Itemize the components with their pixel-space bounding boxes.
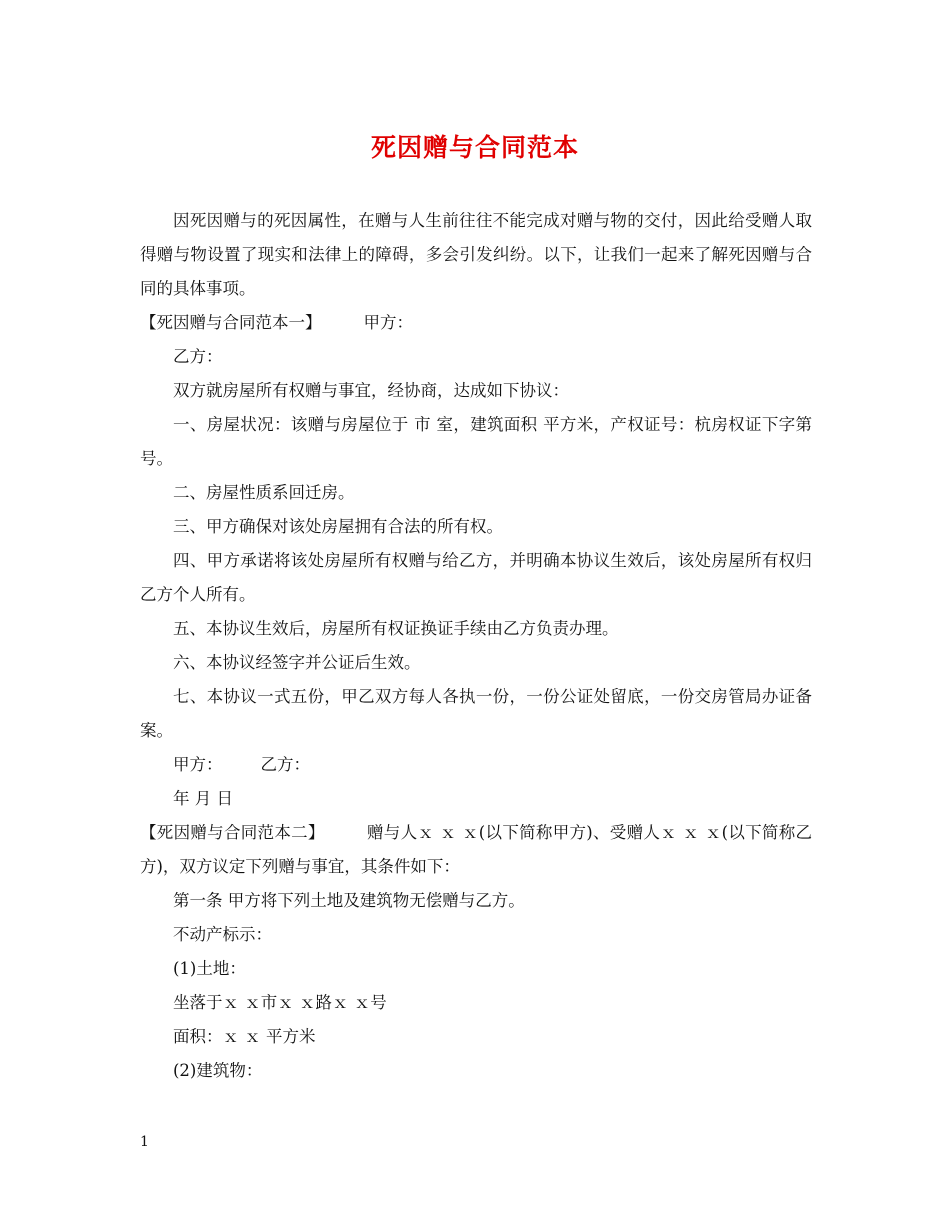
section2-heading: 【死因赠与合同范本二】: [140, 823, 325, 842]
section1-date: 年 月 日: [173, 789, 233, 808]
section2-opening: 赠与人ｘ ｘ ｘ(以下简称甲方)、受赠人ｘ ｘ ｘ(以下简称乙方)，双方议定下列赠与事宜，其条件如下：: [140, 823, 813, 876]
section1-party-a: 甲方：: [363, 313, 413, 332]
section2-item: 不动产标示：: [173, 925, 272, 944]
section1-item: 一、房屋状况：该赠与房屋位于 市 室，建筑面积 平方米，产权证号：杭房权证下字第 号。: [140, 415, 812, 468]
section2-item: 坐落于ｘ ｘ市ｘ ｘ路ｘ ｘ号: [173, 993, 387, 1012]
section1-item: 七、本协议一式五份，甲乙双方每人各执一份，一份公证处留底，一份交房管局办证备案。: [140, 687, 812, 740]
section1-item: 三、甲方确保对该处房屋拥有合法的所有权。: [173, 517, 503, 536]
section1-item: 五、本协议生效后，房屋所有权证换证手续由乙方负责办理。: [173, 619, 619, 638]
section1-sign-b: 乙方：: [260, 755, 310, 774]
section2-item: (2)建筑物：: [173, 1061, 263, 1080]
section1-item: 四、甲方承诺将该处房屋所有权赠与给乙方，并明确本协议生效后，该处房屋所有权归乙方个人所有。: [140, 551, 812, 604]
section1-sign-a: 甲方：: [173, 755, 223, 774]
document-title: 死因赠与合同范本: [370, 133, 579, 162]
section1-signature-line: [140, 748, 812, 782]
section2-item: (1)土地：: [173, 959, 246, 978]
section1-party-b: 乙方：: [173, 347, 223, 366]
page-number: 1: [140, 1134, 149, 1150]
section1-item: 双方就房屋所有权赠与事宜，经协商，达成如下协议：: [173, 381, 569, 400]
section1-item: 六、本协议经签字并公证后生效。: [173, 653, 421, 672]
section1-heading: 【死因赠与合同范本一】: [140, 313, 322, 332]
intro-paragraph: 因死因赠与的死因属性，在赠与人生前往往不能完成对赠与物的交付，因此给受赠人取得赠与物设置了现实和法律上的障碍，多会引发纠纷。以下，让我们一起来了解死因赠与合同的具体事项。: [140, 211, 812, 298]
section2-item: 第一条 甲方将下列土地及建筑物无偿赠与乙方。: [173, 891, 525, 910]
section2-heading-line: [140, 816, 812, 884]
section1-heading-line: [140, 306, 812, 340]
section2-item: 面积：ｘ ｘ 平方米: [173, 1027, 316, 1046]
section1-item: 二、房屋性质系回迁房。: [173, 483, 355, 502]
document-body: [140, 204, 812, 1088]
